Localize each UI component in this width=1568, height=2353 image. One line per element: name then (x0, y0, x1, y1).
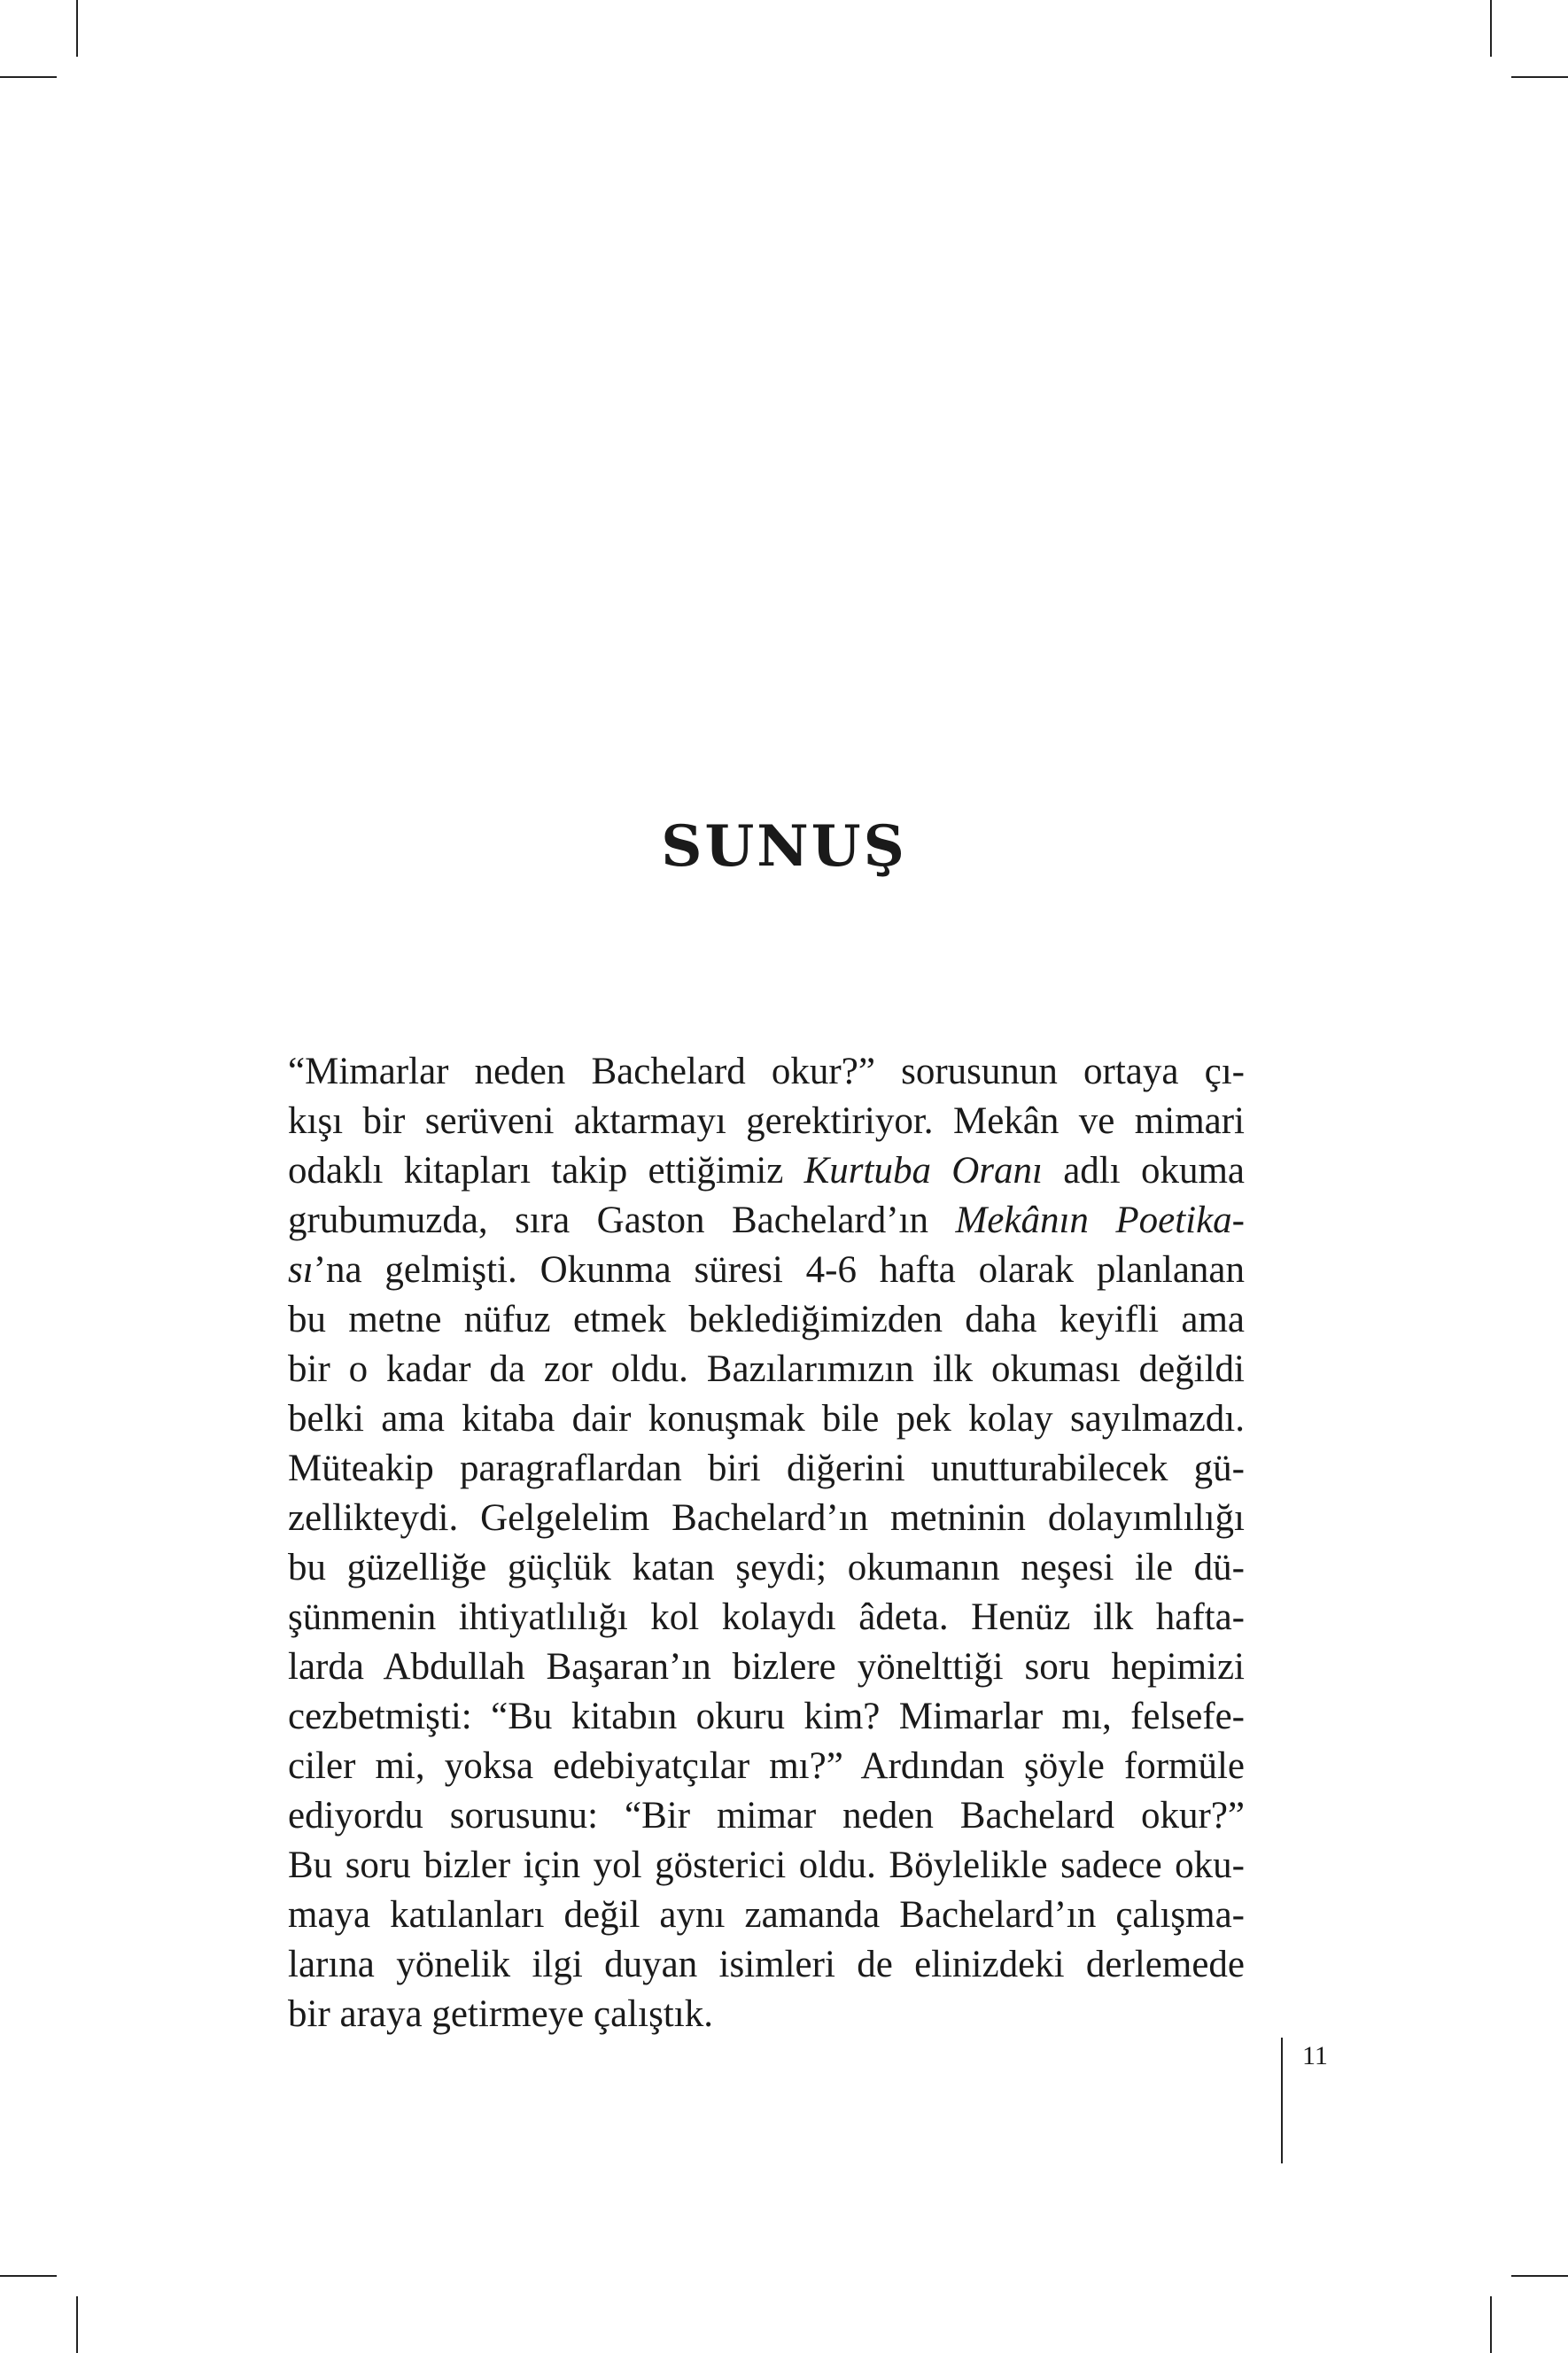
text-line: sı’na gelmişti. Okunma süresi 4-6 hafta olarak planlanan (288, 1249, 1245, 1291)
text-line: bu metne nüfuz etmek beklediğimizden daha keyifli ama (288, 1299, 1245, 1340)
crop-mark-right-top (1511, 76, 1568, 78)
text-line: larına yönelik ilgi duyan isimleri de elinizdeki derlemede (288, 1944, 1245, 1985)
text-line: bir araya getirmeye çalıştık. (288, 1993, 713, 2035)
crop-mark-top-left (76, 0, 78, 57)
text-line: Bu soru bizler için yol gösterici oldu. Böylelikle sadece oku- (288, 1844, 1245, 1886)
page-number: 11 (1302, 2041, 1328, 2070)
text-line: kışı bir serüveni aktarmayı gerektiriyor. Mekân ve mimari (288, 1100, 1245, 1142)
text-line: “Mimarlar neden Bachelard okur?” sorusunun ortaya çı- (288, 1051, 1245, 1092)
crop-mark-left-bottom (0, 2275, 57, 2277)
text-line: ediyordu sorusunu: “Bir mimar neden Bachelard okur?” (288, 1795, 1245, 1837)
text-line: ciler mi, yoksa edebiyatçılar mı?” Ardından şöyle formüle (288, 1745, 1245, 1787)
crop-mark-right-bottom (1511, 2275, 1568, 2277)
text-line: cezbetmişti: “Bu kitabın okuru kim? Mimarlar mı, felsefe- (288, 1696, 1245, 1737)
text-line: grubumuzda, sıra Gaston Bachelard’ın Mekânın Poetika- (288, 1200, 1245, 1241)
text-line: bir o kadar da zor oldu. Bazılarımızın ilk okuması değildi (288, 1348, 1245, 1390)
italic-book-title: Mekânın Poetika- (955, 1200, 1245, 1241)
text-line: larda Abdullah Başaran’ın bizlere yönelttiği soru hepimizi (288, 1646, 1245, 1688)
page-number-rule (1281, 2038, 1283, 2163)
text-line: maya katılanları değil aynı zamanda Bachelard’ın çalışma- (288, 1894, 1245, 1936)
text-line: Müteakip paragraflardan biri diğerini unutturabilecek gü- (288, 1448, 1245, 1489)
text-line: şünmenin ihtiyatlılığı kol kolaydı âdeta. Henüz ilk hafta- (288, 1596, 1245, 1638)
crop-mark-bottom-right (1490, 2296, 1492, 2353)
italic-book-title: Kurtuba Oranı (803, 1150, 1043, 1192)
italic-book-title: sı (288, 1249, 314, 1291)
text-line: zellikteydi. Gelgelelim Bachelard’ın metninin dolayımlılığı (288, 1497, 1245, 1539)
chapter-title: SUNUŞ (661, 813, 907, 880)
body-paragraph (288, 1047, 1245, 2039)
text-line: odaklı kitapları takip ettiğimiz Kurtuba Oranı adlı okuma (288, 1150, 1245, 1192)
crop-mark-top-right (1490, 0, 1492, 57)
text-line: belki ama kitaba dair konuşmak bile pek kolay sayılmazdı. (288, 1398, 1245, 1440)
crop-mark-left-top (0, 76, 57, 78)
text-line: bu güzelliğe güçlük katan şeydi; okumanın neşesi ile dü- (288, 1547, 1245, 1588)
crop-mark-bottom-left (76, 2296, 78, 2353)
